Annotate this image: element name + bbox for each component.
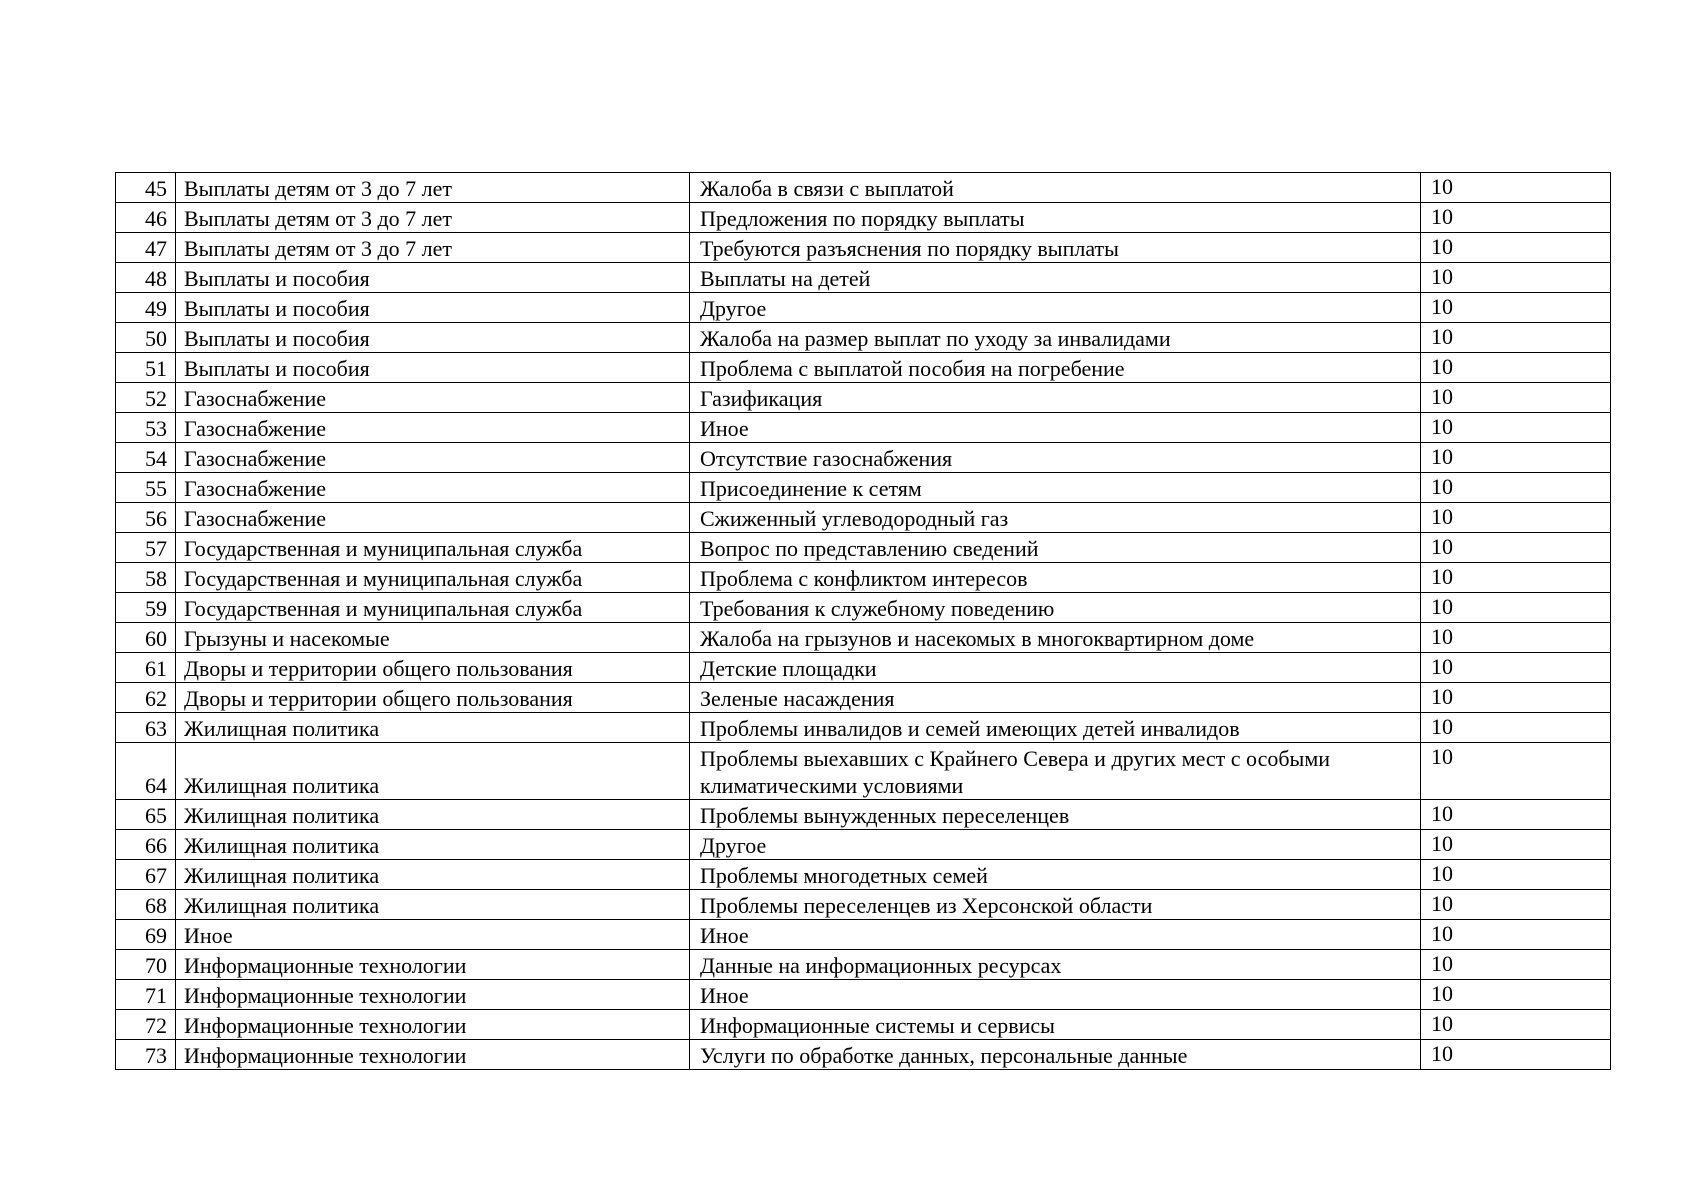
table-row — [116, 173, 1611, 203]
score-cell: 10 — [1421, 950, 1611, 980]
row-number-cell: 68 — [116, 890, 176, 920]
table-row — [116, 830, 1611, 860]
category-cell: Выплаты и пособия — [176, 353, 690, 383]
category-cell: Выплаты детям от 3 до 7 лет — [176, 173, 690, 203]
score-cell: 10 — [1421, 233, 1611, 263]
table-row — [116, 353, 1611, 383]
row-number-cell: 55 — [116, 473, 176, 503]
table-row — [116, 950, 1611, 980]
row-number-cell: 59 — [116, 593, 176, 623]
row-number-cell: 62 — [116, 683, 176, 713]
score-cell: 10 — [1421, 683, 1611, 713]
subcategory-cell: Проблемы инвалидов и семей имеющих детей инвалидов — [690, 713, 1421, 743]
row-number-cell: 54 — [116, 443, 176, 473]
score-cell: 10 — [1421, 713, 1611, 743]
score-cell: 10 — [1421, 473, 1611, 503]
score-cell: 10 — [1421, 593, 1611, 623]
row-number-cell: 58 — [116, 563, 176, 593]
subcategory-cell: Проблема с выплатой пособия на погребение — [690, 353, 1421, 383]
category-cell: Жилищная политика — [176, 830, 690, 860]
category-cell: Дворы и территории общего пользования — [176, 683, 690, 713]
category-cell: Государственная и муниципальная служба — [176, 563, 690, 593]
subcategory-cell: Данные на информационных ресурсах — [690, 950, 1421, 980]
subcategory-cell: Жалоба на размер выплат по уходу за инвалидами — [690, 323, 1421, 353]
score-cell: 10 — [1421, 533, 1611, 563]
category-cell: Выплаты и пособия — [176, 263, 690, 293]
row-number-cell: 63 — [116, 713, 176, 743]
score-cell: 10 — [1421, 1040, 1611, 1070]
subcategory-cell: Жалоба в связи с выплатой — [690, 173, 1421, 203]
subcategory-cell: Проблема с конфликтом интересов — [690, 563, 1421, 593]
topics-table — [115, 172, 1611, 1070]
subcategory-cell: Услуги по обработке данных, персональные данные — [690, 1040, 1421, 1070]
category-cell: Газоснабжение — [176, 443, 690, 473]
row-number-cell: 71 — [116, 980, 176, 1010]
subcategory-cell: Жалоба на грызунов и насекомых в многоквартирном доме — [690, 623, 1421, 653]
category-cell: Информационные технологии — [176, 1040, 690, 1070]
score-cell: 10 — [1421, 830, 1611, 860]
row-number-cell: 48 — [116, 263, 176, 293]
row-number-cell: 64 — [116, 743, 176, 800]
row-number-cell: 49 — [116, 293, 176, 323]
table-row — [116, 890, 1611, 920]
subcategory-cell: Иное — [690, 980, 1421, 1010]
table-row — [116, 263, 1611, 293]
table-row — [116, 203, 1611, 233]
subcategory-cell: Отсутствие газоснабжения — [690, 443, 1421, 473]
table-row — [116, 683, 1611, 713]
table-row — [116, 383, 1611, 413]
table-row — [116, 233, 1611, 263]
category-cell: Жилищная политика — [176, 860, 690, 890]
category-cell: Жилищная политика — [176, 743, 690, 800]
score-cell: 10 — [1421, 173, 1611, 203]
score-cell: 10 — [1421, 890, 1611, 920]
table-row — [116, 593, 1611, 623]
category-cell: Газоснабжение — [176, 473, 690, 503]
table-row — [116, 473, 1611, 503]
row-number-cell: 66 — [116, 830, 176, 860]
score-cell: 10 — [1421, 383, 1611, 413]
table-row — [116, 653, 1611, 683]
score-cell: 10 — [1421, 413, 1611, 443]
score-cell: 10 — [1421, 203, 1611, 233]
topics-table-body — [116, 173, 1611, 1070]
table-row — [116, 920, 1611, 950]
score-cell: 10 — [1421, 800, 1611, 830]
category-cell: Дворы и территории общего пользования — [176, 653, 690, 683]
category-cell: Государственная и муниципальная служба — [176, 593, 690, 623]
row-number-cell: 51 — [116, 353, 176, 383]
row-number-cell: 46 — [116, 203, 176, 233]
category-cell: Выплаты и пособия — [176, 323, 690, 353]
category-cell: Жилищная политика — [176, 890, 690, 920]
row-number-cell: 67 — [116, 860, 176, 890]
category-cell: Информационные технологии — [176, 980, 690, 1010]
table-row — [116, 563, 1611, 593]
table-row — [116, 713, 1611, 743]
table-row — [116, 623, 1611, 653]
category-cell: Газоснабжение — [176, 383, 690, 413]
row-number-cell: 70 — [116, 950, 176, 980]
category-cell: Информационные технологии — [176, 950, 690, 980]
subcategory-cell: Иное — [690, 413, 1421, 443]
table-row — [116, 503, 1611, 533]
subcategory-cell: Проблемы вынужденных переселенцев — [690, 800, 1421, 830]
category-cell: Грызуны и насекомые — [176, 623, 690, 653]
subcategory-cell: Другое — [690, 293, 1421, 323]
category-cell: Государственная и муниципальная служба — [176, 533, 690, 563]
subcategory-cell: Другое — [690, 830, 1421, 860]
row-number-cell: 65 — [116, 800, 176, 830]
table-row — [116, 323, 1611, 353]
subcategory-cell: Газификация — [690, 383, 1421, 413]
row-number-cell: 50 — [116, 323, 176, 353]
score-cell: 10 — [1421, 980, 1611, 1010]
subcategory-cell: Вопрос по представлению сведений — [690, 533, 1421, 563]
score-cell: 10 — [1421, 743, 1611, 800]
subcategory-cell: Проблемы выехавших с Крайнего Севера и других мест с особыми климатическими условиями — [690, 743, 1421, 800]
row-number-cell: 61 — [116, 653, 176, 683]
table-row — [116, 980, 1611, 1010]
subcategory-cell: Требования к служебному поведению — [690, 593, 1421, 623]
category-cell: Информационные технологии — [176, 1010, 690, 1040]
subcategory-cell: Проблемы многодетных семей — [690, 860, 1421, 890]
subcategory-cell: Требуются разъяснения по порядку выплаты — [690, 233, 1421, 263]
row-number-cell: 60 — [116, 623, 176, 653]
score-cell: 10 — [1421, 1010, 1611, 1040]
category-cell: Выплаты и пособия — [176, 293, 690, 323]
row-number-cell: 56 — [116, 503, 176, 533]
row-number-cell: 72 — [116, 1010, 176, 1040]
subcategory-cell: Детские площадки — [690, 653, 1421, 683]
score-cell: 10 — [1421, 623, 1611, 653]
table-row — [116, 413, 1611, 443]
score-cell: 10 — [1421, 503, 1611, 533]
score-cell: 10 — [1421, 443, 1611, 473]
score-cell: 10 — [1421, 263, 1611, 293]
subcategory-cell: Информационные системы и сервисы — [690, 1010, 1421, 1040]
category-cell: Жилищная политика — [176, 713, 690, 743]
subcategory-cell: Зеленые насаждения — [690, 683, 1421, 713]
category-cell: Выплаты детям от 3 до 7 лет — [176, 233, 690, 263]
table-row — [116, 743, 1611, 800]
table-row — [116, 1040, 1611, 1070]
score-cell: 10 — [1421, 563, 1611, 593]
subcategory-cell: Предложения по порядку выплаты — [690, 203, 1421, 233]
row-number-cell: 45 — [116, 173, 176, 203]
subcategory-cell: Сжиженный углеводородный газ — [690, 503, 1421, 533]
subcategory-cell: Иное — [690, 920, 1421, 950]
table-row — [116, 860, 1611, 890]
score-cell: 10 — [1421, 323, 1611, 353]
table-row — [116, 293, 1611, 323]
row-number-cell: 57 — [116, 533, 176, 563]
subcategory-cell: Присоединение к сетям — [690, 473, 1421, 503]
subcategory-cell: Выплаты на детей — [690, 263, 1421, 293]
row-number-cell: 69 — [116, 920, 176, 950]
category-cell: Газоснабжение — [176, 413, 690, 443]
table-row — [116, 800, 1611, 830]
category-cell: Выплаты детям от 3 до 7 лет — [176, 203, 690, 233]
row-number-cell: 52 — [116, 383, 176, 413]
row-number-cell: 73 — [116, 1040, 176, 1070]
score-cell: 10 — [1421, 353, 1611, 383]
score-cell: 10 — [1421, 653, 1611, 683]
table-row — [116, 1010, 1611, 1040]
category-cell: Иное — [176, 920, 690, 950]
subcategory-cell: Проблемы переселенцев из Херсонской области — [690, 890, 1421, 920]
row-number-cell: 47 — [116, 233, 176, 263]
score-cell: 10 — [1421, 920, 1611, 950]
score-cell: 10 — [1421, 860, 1611, 890]
score-cell: 10 — [1421, 293, 1611, 323]
category-cell: Жилищная политика — [176, 800, 690, 830]
category-cell: Газоснабжение — [176, 503, 690, 533]
table-row — [116, 443, 1611, 473]
row-number-cell: 53 — [116, 413, 176, 443]
table-row — [116, 533, 1611, 563]
